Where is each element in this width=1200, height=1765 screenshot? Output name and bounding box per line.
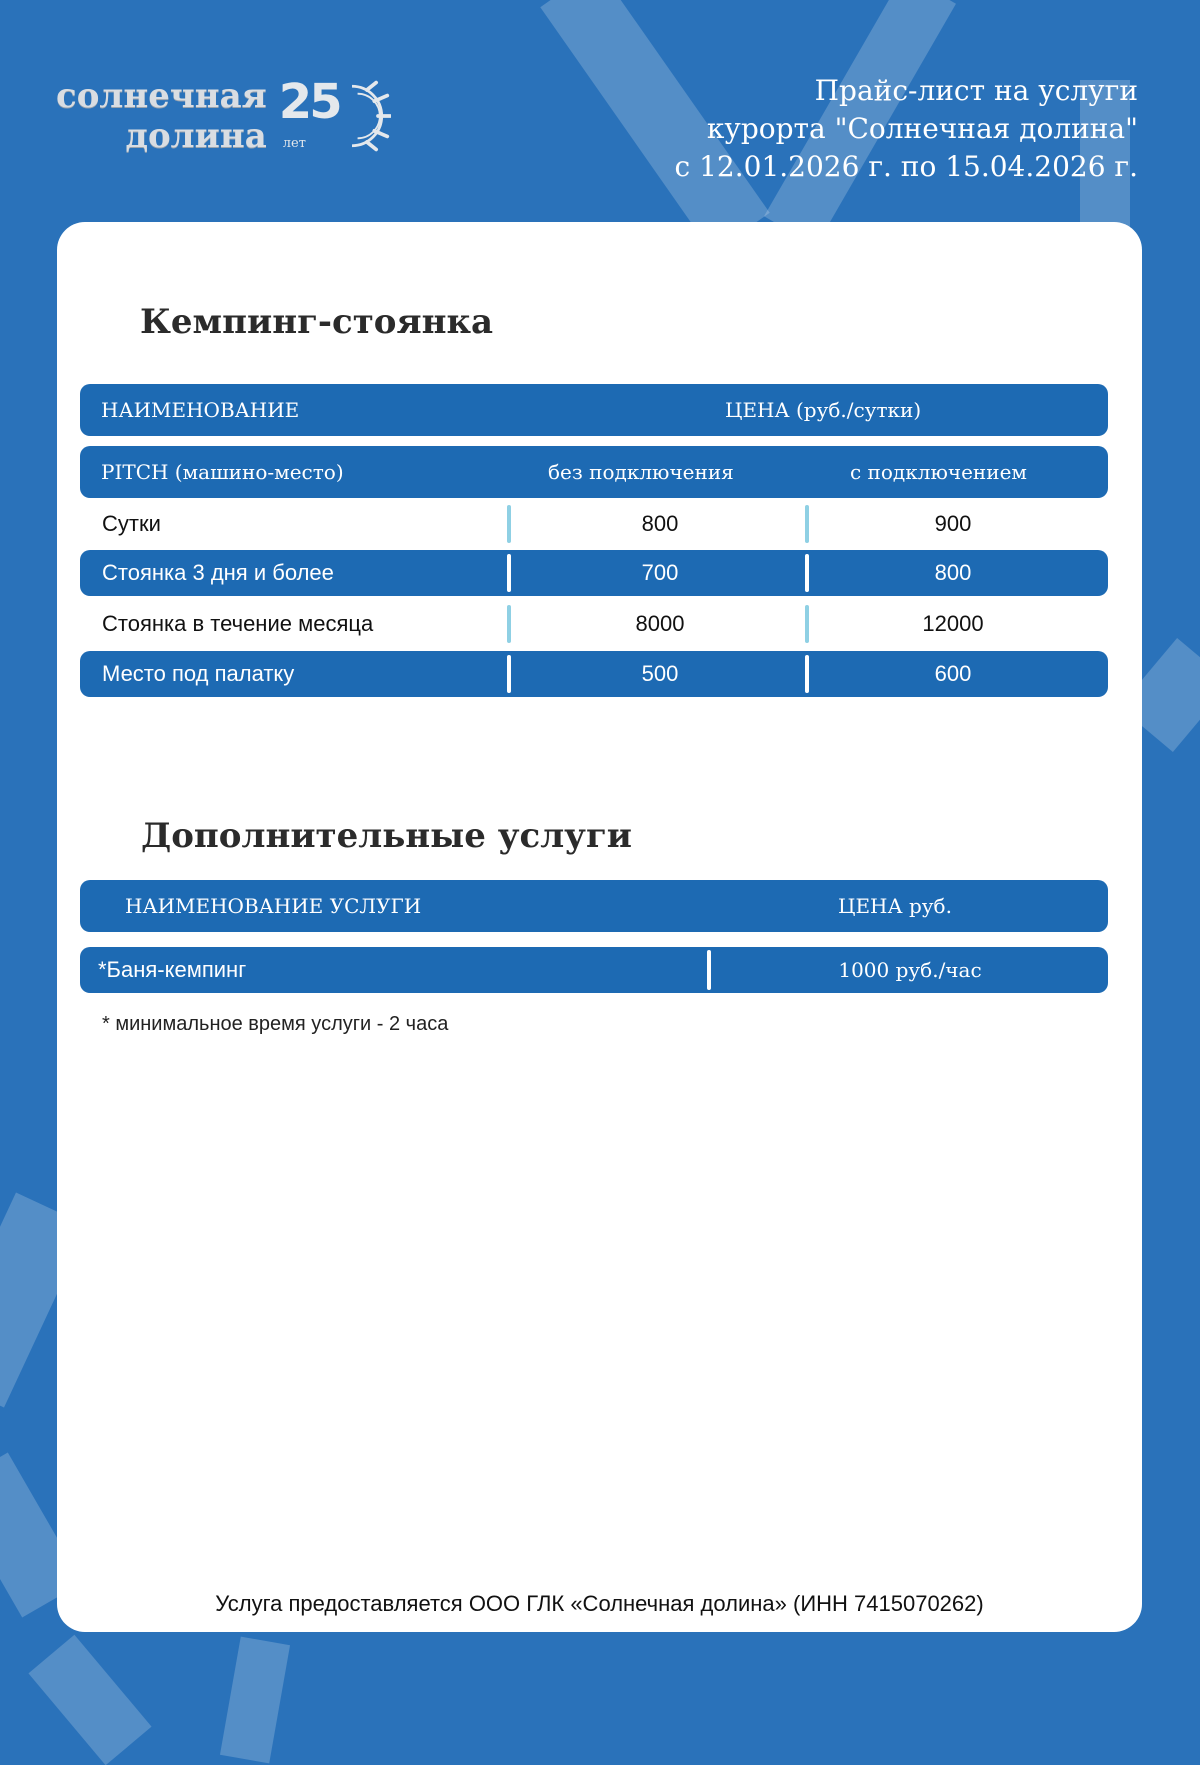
column-divider (507, 655, 511, 693)
title-line-1: Прайс-лист на услуги (814, 74, 1138, 107)
pitch-label: PITCH (машино-место) (101, 460, 344, 484)
column-divider (507, 605, 511, 643)
anniversary-badge (279, 74, 391, 158)
row-name: Место под палатку (102, 661, 295, 686)
price-column-header: ЦЕНА (руб./сутки) (725, 398, 922, 422)
with-connection-header: с подключением (850, 460, 1027, 484)
service-price: 1000 руб./час (838, 958, 982, 982)
extra-services-header-row (80, 880, 1108, 932)
price-without-connection: 800 (641, 511, 679, 536)
logo-line-1: солнечная (56, 76, 267, 116)
price-without-connection: 8000 (635, 611, 685, 636)
price-without-connection: 500 (641, 661, 679, 686)
service-price-column-header: ЦЕНА руб. (838, 894, 952, 918)
footnote: * минимальное время услуги - 2 часа (102, 1013, 449, 1035)
without-connection-header: без подключения (548, 460, 734, 484)
price-with-connection: 12000 (922, 611, 984, 636)
content-sheet (57, 222, 1142, 1632)
column-divider (805, 655, 809, 693)
title-line-3: с 12.01.2026 г. по 15.04.2026 г. (674, 150, 1138, 183)
column-divider (707, 950, 711, 990)
provider-note: Услуга предоставляется ООО ГЛК «Солнечная долина» (ИНН 7415070262) (215, 1591, 984, 1616)
table-row (80, 651, 1108, 697)
logo-line-2: долина (125, 116, 267, 156)
column-divider (507, 505, 511, 543)
logo-wordmark (56, 76, 267, 156)
table-row (80, 501, 1108, 547)
name-column-header: НАИМЕНОВАНИЕ (101, 398, 300, 422)
background-decoration (28, 1635, 151, 1765)
table-row (80, 550, 1108, 596)
camping-header-row (80, 384, 1108, 436)
table-row (80, 601, 1108, 647)
price-list-title (675, 72, 1138, 186)
snowflake-icon (339, 78, 391, 154)
camping-subheader-row (80, 446, 1108, 498)
anniversary-number: 25 (278, 74, 340, 130)
service-name-column-header: НАИМЕНОВАНИЕ УСЛУГИ (125, 894, 422, 918)
price-with-connection: 900 (934, 511, 972, 536)
column-divider (507, 554, 511, 592)
background-decoration (220, 1637, 290, 1764)
price-with-connection: 800 (934, 560, 972, 585)
row-name: Стоянка 3 дня и более (102, 560, 334, 585)
column-divider (805, 605, 809, 643)
service-row (80, 947, 1108, 993)
column-divider (805, 554, 809, 592)
anniversary-word: лет (282, 136, 306, 151)
extra-services-section-title: Дополнительные услуги (141, 816, 632, 856)
price-without-connection: 700 (641, 560, 679, 585)
row-name: Сутки (102, 511, 161, 536)
camping-section-title: Кемпинг-стоянка (140, 302, 494, 342)
title-line-2: курорта "Солнечная долина" (706, 112, 1138, 145)
column-divider (805, 505, 809, 543)
service-name: *Баня-кемпинг (98, 957, 247, 982)
row-name: Стоянка в течение месяца (102, 611, 374, 636)
price-with-connection: 600 (934, 661, 972, 686)
resort-logo (56, 74, 391, 158)
